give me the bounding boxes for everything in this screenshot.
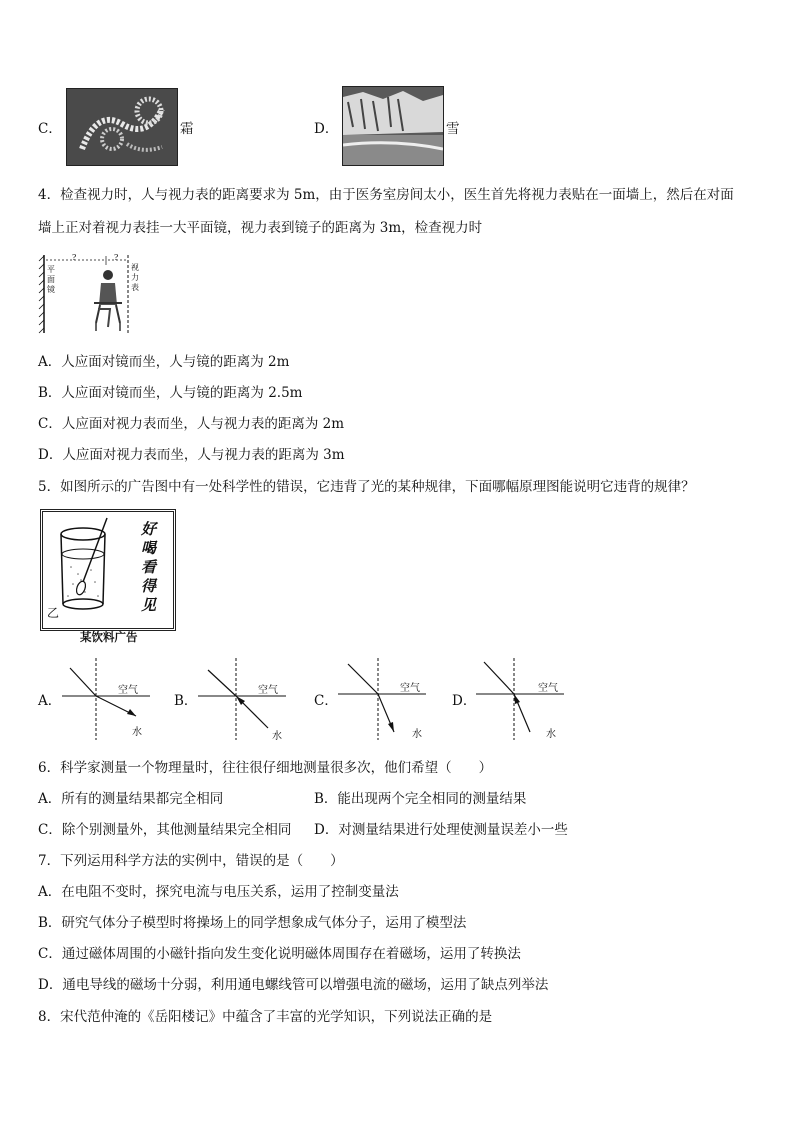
refraction-diagram-a: [60, 656, 160, 742]
q4-stem-line2: 墙上正对着视力表挂一大平面镜，视力表到镜子的距离为 3m，检查视力时: [38, 220, 483, 236]
q5-option-c-diagram: [336, 656, 436, 742]
q4-option-a: A．人应面对镜而坐，人与镜的距离为 2m: [38, 354, 290, 370]
snow-photo-image: [343, 87, 443, 165]
ad-corner-label: 乙: [47, 606, 60, 620]
q7-option-d: D．通电导线的磁场十分弱，利用通电螺线管可以增强电流的磁场，运用了缺点列举法: [38, 977, 549, 993]
ad-slogan-char: 喝: [141, 539, 157, 557]
ad-slogan-char: 好: [141, 520, 157, 538]
q5-option-b-diagram: [196, 656, 296, 742]
q7-option-c: C．通过磁体周围的小磁针指向发生变化说明磁体周围存在着磁场，运用了转换法: [38, 946, 521, 962]
q4-option-d: D．人应面对视力表而坐，人与视力表的距离为 3m: [38, 447, 345, 463]
q3-option-c-letter: C．: [38, 121, 62, 137]
frost-photo-image: [67, 89, 177, 165]
q8-stem: 8．宋代范仲淹的《岳阳楼记》中蕴含了丰富的光学知识，下列说法正确的是: [38, 1009, 493, 1025]
air-label: 空气: [258, 685, 278, 696]
q6-stem: 6．科学家测量一个物理量时，往往很仔细地测量很多次，他们希望（ ）: [38, 760, 493, 776]
water-label: 水: [412, 729, 422, 740]
water-label: 水: [546, 729, 556, 740]
q5-option-a-diagram: [60, 656, 160, 742]
q4-stem-line1: 4．检查视力时，人与视力表的距离要求为 5m，由于医务室房间太小，医生首先将视力表贴在一面墙上，然后在对面: [38, 187, 734, 203]
mirror-label: 平面镜: [47, 265, 55, 294]
water-label: 水: [132, 727, 142, 738]
frost-photo: [66, 88, 178, 166]
dimension-right-label: ?: [114, 253, 119, 262]
water-label: 水: [272, 731, 282, 742]
ad-slogan-char: 看: [141, 558, 157, 576]
q7-option-b: B．研究气体分子模型时将操场上的同学想象成气体分子，运用了模型法: [38, 915, 467, 931]
q3-option-c-label: 霜: [180, 121, 194, 137]
q6-option-c: C．除个别测量外，其他测量结果完全相同: [38, 822, 292, 838]
q4-option-b: B．人应面对镜而坐，人与镜的距离为 2.5m: [38, 385, 303, 401]
air-label: 空气: [400, 683, 420, 694]
snow-photo: [342, 86, 444, 166]
q5-option-d-letter: D．: [452, 693, 477, 709]
ad-slogan: [141, 520, 159, 615]
q5-option-b-letter: B．: [174, 693, 198, 709]
ad-caption: 某饮料广告: [80, 630, 138, 644]
eye-chart-label: 视力表: [131, 263, 139, 292]
q5-stem: 5．如图所示的广告图中有一处科学性的错误，它违背了光的某种规律，下面哪幅原理图能说明它违背的规律？: [38, 479, 695, 495]
q4-figure: [38, 253, 144, 339]
q6-option-a: A．所有的测量结果都完全相同: [38, 791, 224, 807]
air-label: 空气: [538, 683, 558, 694]
q6-option-d: D．对测量结果进行处理使测量误差小一些: [314, 822, 568, 838]
q6-option-b: B．能出现两个完全相同的测量结果: [314, 791, 527, 807]
q7-option-a: A．在电阻不变时，探究电流与电压关系，运用了控制变量法: [38, 884, 399, 900]
q5-option-d-diagram: [474, 656, 574, 742]
ad-slogan-char: 得: [141, 577, 157, 595]
drink-ad-figure: [40, 509, 176, 631]
ad-slogan-char: 见: [141, 596, 157, 614]
q3-option-d-label: 雪: [446, 121, 460, 137]
air-label: 空气: [118, 685, 138, 696]
q7-stem: 7．下列运用科学方法的实例中，错误的是（ ）: [38, 853, 344, 869]
refraction-diagram-d: [474, 656, 574, 742]
q3-option-d-letter: D．: [314, 121, 339, 137]
q4-option-c: C．人应面对视力表而坐，人与视力表的距离为 2m: [38, 416, 345, 432]
q5-option-c-letter: C．: [314, 693, 338, 709]
q5-option-a-letter: A．: [38, 693, 62, 709]
dimension-left-label: ?: [72, 253, 77, 262]
